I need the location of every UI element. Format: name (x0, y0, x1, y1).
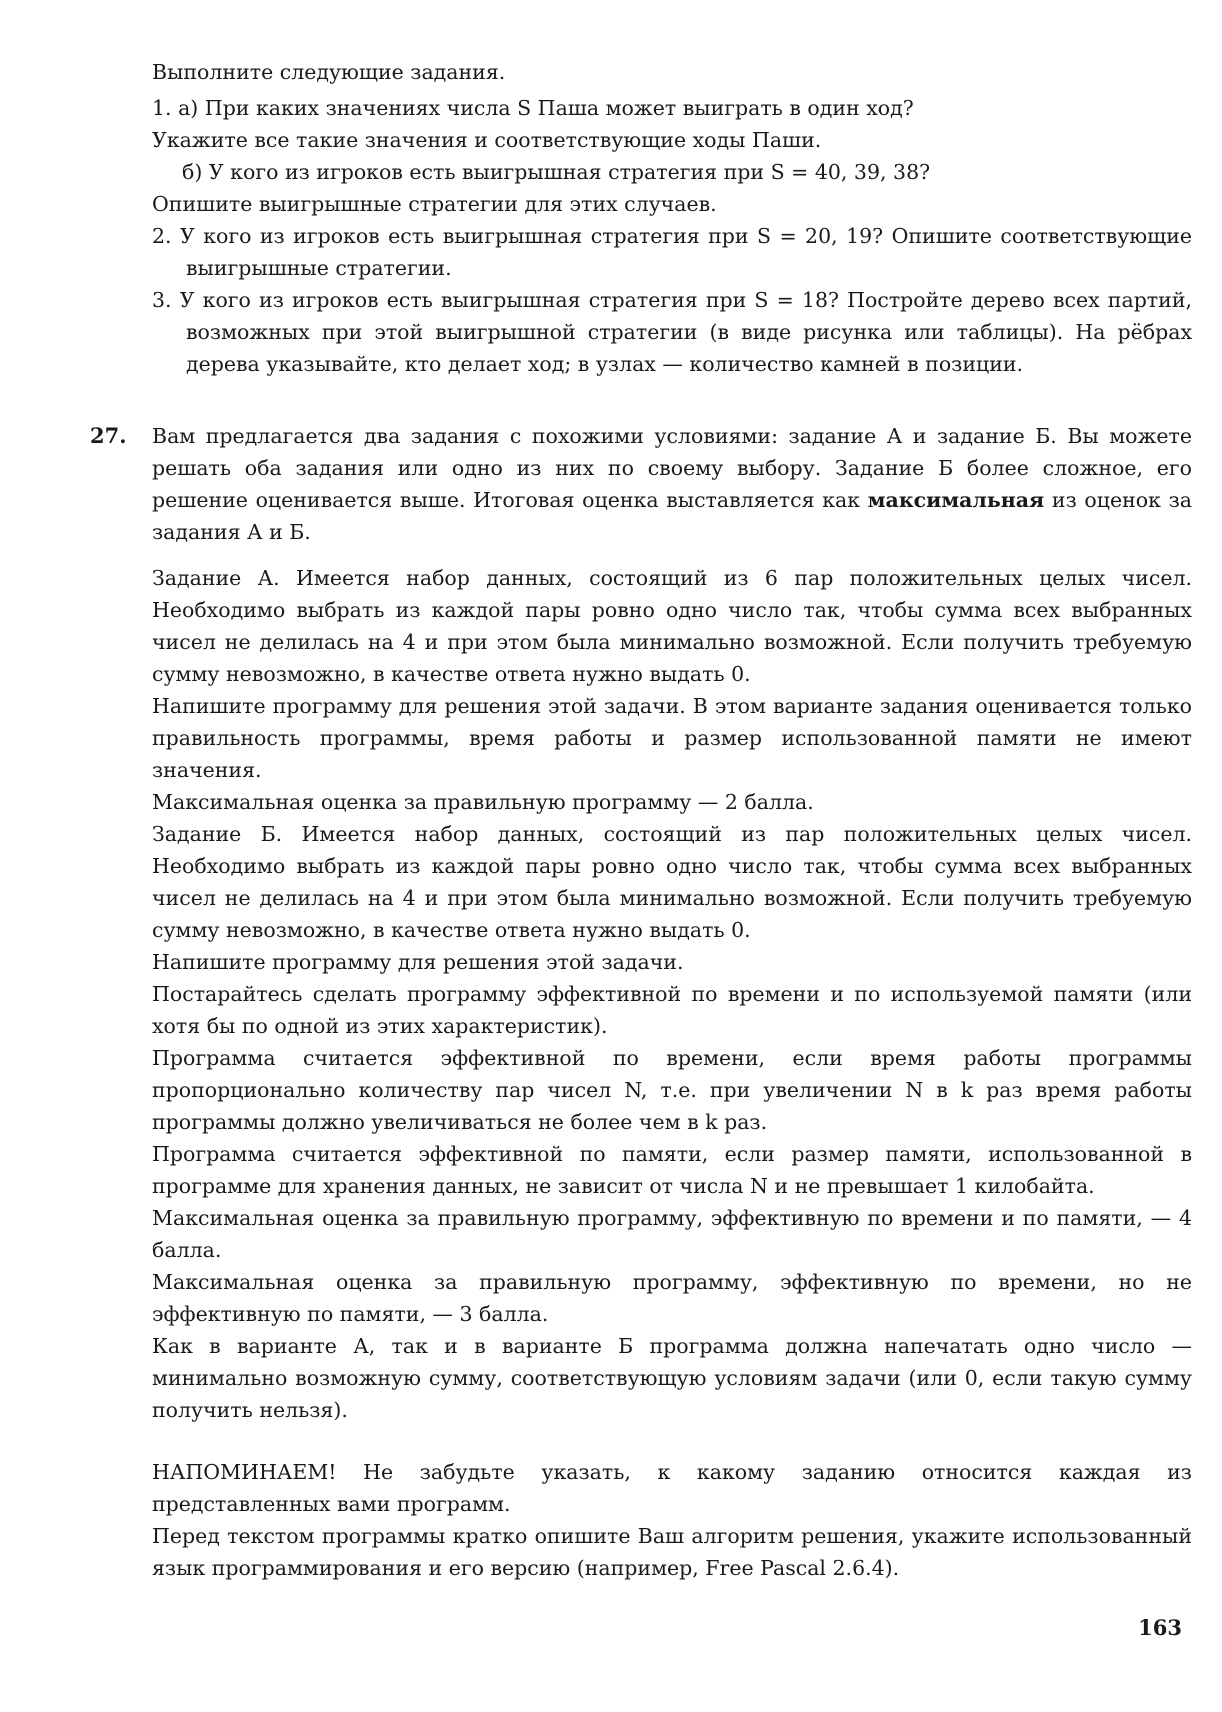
question-1b-cont: Опишите выигрышные стратегии для этих случаев. (152, 192, 717, 216)
task-intro-bold: максимальная (867, 488, 1045, 512)
task-b-condition: Задание Б. Имеется набор данных, состоящий из пар положительных целых чисел. Необходимо выбрать из каждой пары ровно одно число так, чтобы сумма всех выбранных чисел не делилась на 4 и при этом была минимально возможной. Если получить требуемую сумму невозможно, в качестве ответа нужно выдать 0. (152, 822, 1192, 942)
score-4: Максимальная оценка за правильную программу, эффективную по времени и по памяти, — 4 балла. (152, 1206, 1192, 1262)
task-intro-end: из оценок за задания А и Б. (152, 488, 1192, 544)
question-3: 3. У кого из игроков есть выигрышная стратегия при S = 18? Постройте дерево всех партий, возможных при этой выигрышной стратегии (в виде рисунка или таблицы). На рёбрах дерева указывайте, кто делает ход; в узлах — количество камней в позиции. (152, 288, 1192, 376)
before-program-note: Перед текстом программы кратко опишите Ваш алгоритм решения, укажите использованный язык программирования и его версию (например, Free Pascal 2.6.4). (152, 1524, 1192, 1580)
reminder: НАПОМИНАЕМ! Не забудьте указать, к какому заданию относится каждая из представленных вами программ. (152, 1460, 1192, 1516)
task-intro-text: Вам предлагается два задания с похожими условиями: задание А и задание Б. Вы можете решать оба задания или одно из них по своему выбору. Задание Б более сложное, его решение оценивается выше. Итоговая оценка выставляется как (152, 424, 1192, 512)
question-1a-cont: Укажите все такие значения и соответствующие ходы Паши. (152, 128, 822, 152)
task-b-program: Напишите программу для решения этой задачи. (152, 950, 684, 974)
output-requirement: Как в варианте А, так и в варианте Б программа должна напечатать одно число — минимально возможную сумму, соответствующую условиям задачи (или 0, если такую сумму получить нельзя). (152, 1334, 1192, 1422)
task-a-score: Максимальная оценка за правильную программу — 2 балла. (152, 790, 814, 814)
score-3: Максимальная оценка за правильную программу, эффективную по времени, но не эффективную по памяти, — 3 балла. (152, 1270, 1192, 1326)
task-number: 27. (90, 423, 127, 448)
question-1b: б) У кого из игроков есть выигрышная стратегия при S = 40, 39, 38? (182, 160, 931, 184)
task-a-condition: Задание А. Имеется набор данных, состоящий из 6 пар положительных целых чисел. Необходимо выбрать из каждой пары ровно одно число так, чтобы сумма всех выбранных чисел не делилась на 4 и при этом была минимально возможной. Если получить требуемую сумму невозможно, в качестве ответа нужно выдать 0. (152, 566, 1192, 686)
time-efficiency: Программа считается эффективной по времени, если время работы программы пропорционально количеству пар чисел N, т.е. при увеличении N в k раз время работы программы должно увеличиваться не более чем в k раз. (152, 1046, 1192, 1134)
intro-line: Выполните следующие задания. (152, 60, 506, 84)
task-intro (152, 420, 1192, 548)
game-questions (152, 56, 1192, 380)
task-a-program: Напишите программу для решения этой задачи. В этом варианте задания оценивается только правильность программы, время работы и размер использованной памяти не имеют значения. (152, 694, 1192, 782)
memory-efficiency: Программа считается эффективной по памяти, если размер памяти, использованной в программе для хранения данных, не зависит от числа N и не превышает 1 килобайта. (152, 1142, 1192, 1198)
task-27-body (152, 420, 1192, 1584)
question-2: 2. У кого из игроков есть выигрышная стратегия при S = 20, 19? Опишите соответствующие выигрышные стратегии. (152, 224, 1192, 280)
page-number: 163 (1138, 1615, 1182, 1640)
task-b-efficiency: Постарайтесь сделать программу эффективной по времени и по используемой памяти (или хотя бы по одной из этих характеристик). (152, 982, 1192, 1038)
question-1a: 1. а) При каких значениях числа S Паша может выиграть в один ход? (152, 96, 914, 120)
